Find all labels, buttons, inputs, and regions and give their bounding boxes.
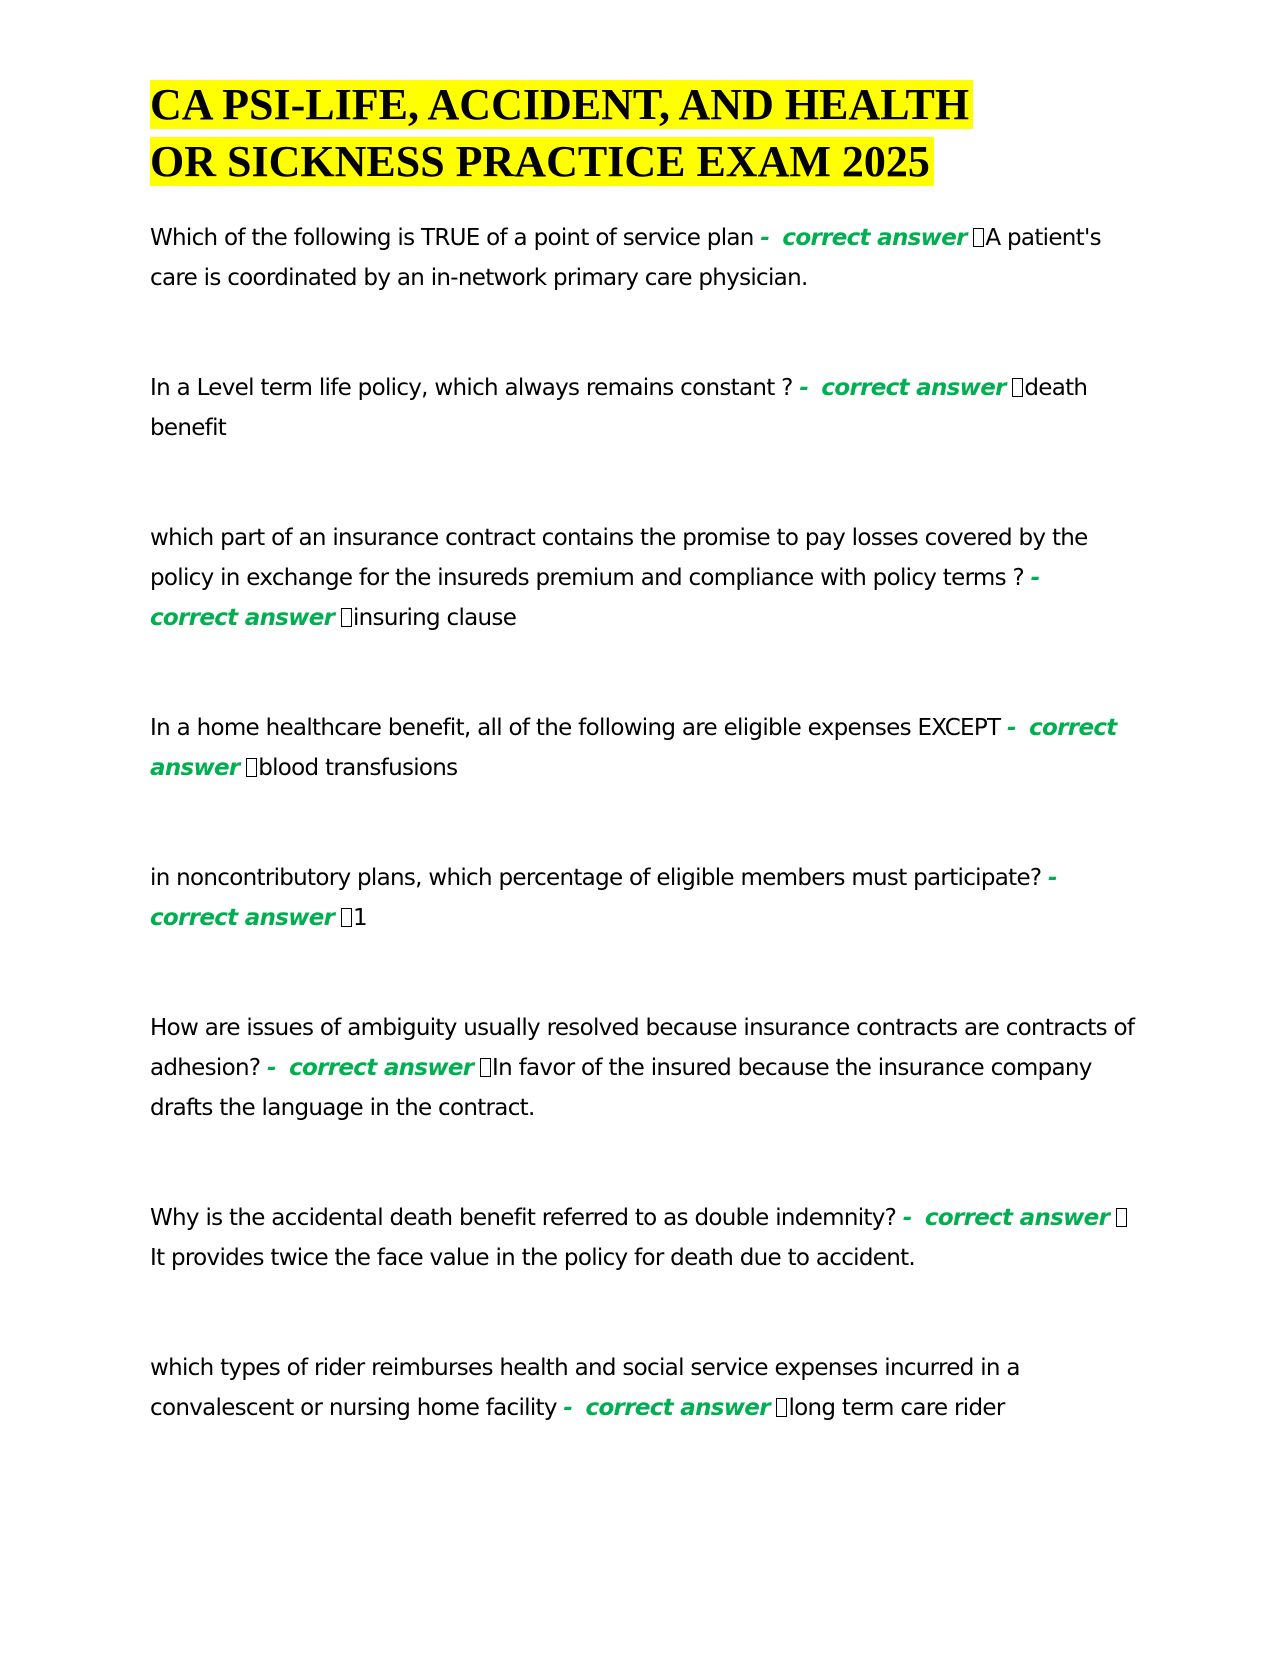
missing-glyph-icon xyxy=(1012,378,1023,397)
answer-dash: - xyxy=(1030,565,1040,591)
qa-item xyxy=(150,218,1140,298)
answer-label: correct answer xyxy=(150,905,335,931)
question-text: In a home healthcare benefit, all of the following are eligible expenses EXCEPT xyxy=(150,715,1001,741)
question-text: in noncontributory plans, which percentage of eligible members must participate? xyxy=(150,865,1042,891)
answer-dash: - xyxy=(760,225,770,251)
answer-text: long term care rider xyxy=(788,1395,1005,1421)
missing-glyph-icon xyxy=(246,758,257,777)
question-text: In a Level term life policy, which always remains constant ? xyxy=(150,375,793,401)
qa-item xyxy=(150,858,1140,938)
answer-dash: - xyxy=(799,375,809,401)
question-text: which types of rider reimburses health and social service expenses incurred in a convalescent or nursing home facility xyxy=(150,1355,1020,1421)
answer-dash: - xyxy=(563,1395,573,1421)
page-title xyxy=(150,76,1140,190)
missing-glyph-icon xyxy=(973,228,984,247)
title-line-1: CA PSI-LIFE, ACCIDENT, AND HEALTH xyxy=(150,80,973,129)
answer-dash: - xyxy=(902,1205,912,1231)
answer-text: blood transfusions xyxy=(258,755,458,781)
answer-text: It provides twice the face value in the policy for death due to accident. xyxy=(150,1245,916,1271)
qa-item xyxy=(150,1198,1140,1278)
answer-dash: - xyxy=(1007,715,1016,741)
document-page xyxy=(150,76,1140,1498)
answer-text: 1 xyxy=(352,905,367,931)
answer-label: correct answer xyxy=(150,715,1117,781)
qa-item xyxy=(150,1008,1140,1128)
qa-item xyxy=(150,518,1140,638)
missing-glyph-icon xyxy=(341,608,352,627)
answer-label: correct answer xyxy=(821,375,1006,401)
qa-item xyxy=(150,708,1140,788)
answer-dash: - xyxy=(266,1055,276,1081)
missing-glyph-icon xyxy=(341,908,352,927)
answer-label: correct answer xyxy=(782,225,967,251)
answer-text: death benefit xyxy=(150,375,1088,441)
question-text: Why is the accidental death benefit referred to as double indemnity? xyxy=(150,1205,897,1231)
answer-label: correct answer xyxy=(585,1395,770,1421)
answer-label: correct answer xyxy=(289,1055,474,1081)
answer-label: correct answer xyxy=(150,605,335,631)
answer-text: insuring clause xyxy=(352,605,517,631)
question-text: How are issues of ambiguity usually resolved because insurance contracts are contracts of adhesion? xyxy=(150,1015,1135,1081)
answer-label: correct answer xyxy=(924,1205,1110,1231)
answer-text: In favor of the insured because the insurance company drafts the language in the contract. xyxy=(150,1055,1092,1121)
title-line-2: OR SICKNESS PRACTICE EXAM 2025 xyxy=(150,137,934,186)
missing-glyph-icon xyxy=(1116,1208,1127,1227)
question-text: which part of an insurance contract contains the promise to pay losses covered by the policy in exchange for the insureds premium and compliance with policy terms ? xyxy=(150,525,1088,591)
qa-item xyxy=(150,1348,1140,1428)
qa-list xyxy=(150,218,1140,1428)
missing-glyph-icon xyxy=(480,1058,491,1077)
qa-item xyxy=(150,368,1140,448)
answer-text: A patient's care is coordinated by an in-network primary care physician. xyxy=(150,225,1101,291)
question-text: Which of the following is TRUE of a point of service plan xyxy=(150,225,754,251)
answer-dash: - xyxy=(1048,865,1057,891)
missing-glyph-icon xyxy=(776,1398,787,1417)
